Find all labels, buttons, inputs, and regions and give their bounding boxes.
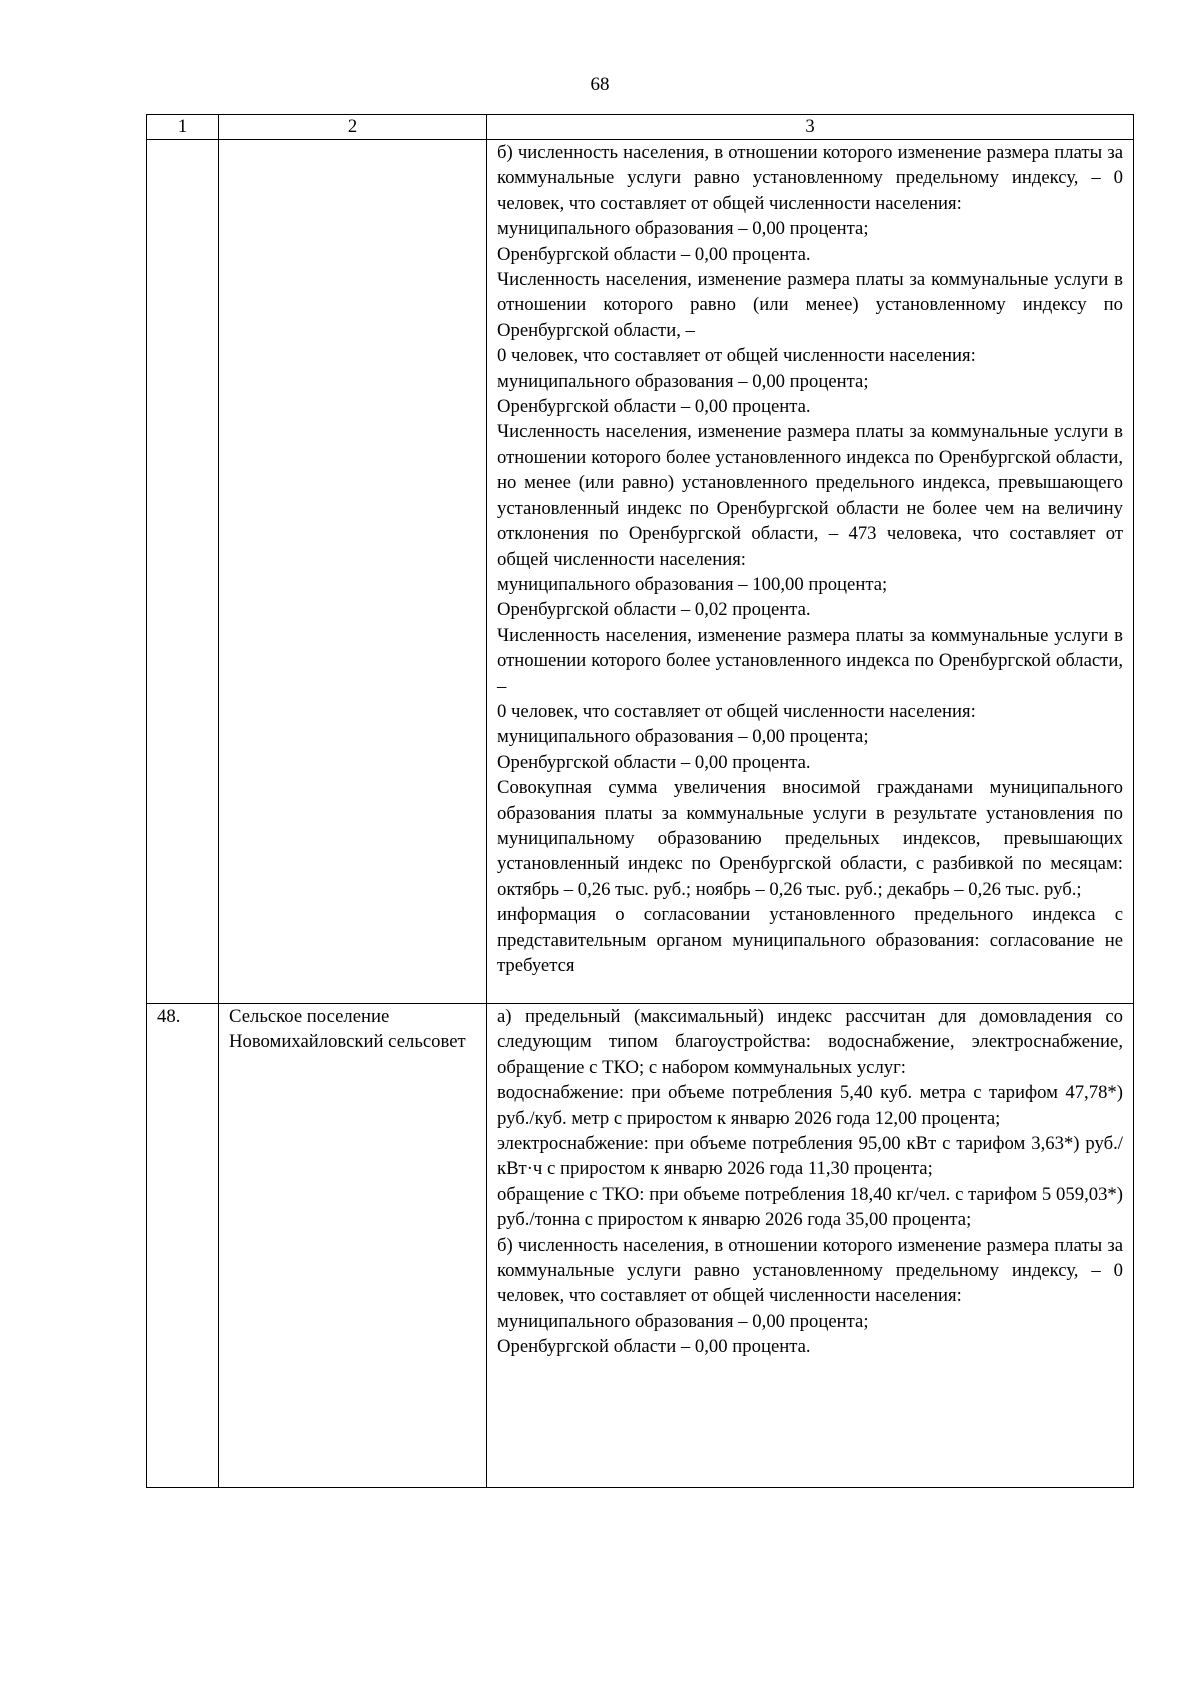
paragraph: 0 человек, что составляет от общей численности населения: (497, 345, 976, 367)
paragraph: а) предельный (максимальный) индекс рассчитан для домовладения со следующим типом благоустройства: водоснабжение, электроснабжение, обращение с ТКО; с набором коммунальных услуг: (497, 1006, 1123, 1078)
paragraph: Оренбургской области – 0,00 процента. (497, 751, 811, 773)
row-number: 48. (147, 1004, 219, 1488)
paragraph: муниципального образования – 0,00 процента; (497, 218, 869, 240)
table-row (147, 140, 1134, 1004)
page-number: 68 (590, 74, 610, 95)
row-number (147, 140, 219, 1004)
table-row (147, 1004, 1134, 1488)
municipality-name: Сельское поселение Новомихайловский сельсовет (219, 1004, 487, 1488)
paragraph: б) численность населения, в отношении которого изменение размера платы за коммунальные услуги равно установленному предельному индексу, – 0 человек, что составляет от общей численности населения: (497, 142, 1123, 214)
paragraph: Численность населения, изменение размера платы за коммунальные услуги в отношении которого равно (или менее) установленному индексу по Оренбургской области, – (497, 269, 1123, 341)
paragraph: муниципального образования – 0,00 процента; (497, 1310, 869, 1332)
table-header-row (147, 115, 1134, 140)
paragraph: 0 человек, что составляет от общей численности населения: (497, 700, 976, 722)
paragraph: Оренбургской области – 0,00 процента. (497, 243, 811, 265)
paragraph: б) численность населения, в отношении которого изменение размера платы за коммунальные услуги равно установленному предельному индексу, – 0 человек, что составляет от общей численности населения: (497, 1234, 1123, 1307)
row-description (487, 1004, 1134, 1488)
paragraph: муниципального образования – 0,00 процента; (497, 726, 869, 748)
column-header-1: 1 (147, 115, 219, 140)
paragraph: Численность населения, изменение размера платы за коммунальные услуги в отношении которого более установленного индекса по Оренбургской области, но менее (или равно) установленного предельного индекса, превышающего установленный индекс по Оренбургской области не более чем на величину отклонения по Оренбургской области, – 473 человека, что составляет от общей численности населения: (497, 421, 1123, 570)
paragraph: Оренбургской области – 0,02 процента. (497, 599, 811, 621)
index-table (146, 114, 1134, 1488)
paragraph: Совокупная сумма увеличения вносимой гражданами муниципального образования платы за коммунальные услуги в результате установления по муниципальному образованию предельных индексов, превышающих установленный индекс по Оренбургской области, с разбивкой по месяцам: октябрь – 0,26 тыс. руб.; ноябрь – 0,26 тыс. руб.; декабрь – 0,26 тыс. руб.; (497, 777, 1123, 900)
paragraph: электроснабжение: при объеме потребления 95,00 кВт с тарифом 3,63*) руб./кВт·ч с приростом к январю 2026 года 11,30 процента; (497, 1133, 1123, 1180)
paragraph: муниципального образования – 0,00 процента; (497, 370, 869, 392)
paragraph: муниципального образования – 100,00 процента; (497, 573, 888, 595)
paragraph: обращение с ТКО: при объеме потребления 18,40 кг/чел. с тарифом 5 059,03*) руб./тонна с приростом к январю 2026 года 35,00 процента; (497, 1183, 1123, 1231)
municipality-name (219, 140, 487, 1004)
row-description (487, 140, 1134, 1004)
paragraph: Оренбургской области – 0,00 процента. (497, 1336, 811, 1358)
column-header-3: 3 (487, 115, 1134, 140)
paragraph: Численность населения, изменение размера платы за коммунальные услуги в отношении которого более установленного индекса по Оренбургской области, – (497, 624, 1123, 697)
paragraph: информация о согласовании установленного предельного индекса с представительным органом муниципального образования: согласование не требуется (497, 904, 1123, 976)
paragraph: Оренбургской области – 0,00 процента. (497, 396, 811, 418)
column-header-2: 2 (219, 115, 487, 140)
paragraph: водоснабжение: при объеме потребления 5,40 куб. метра с тарифом 47,78*) руб./куб. метр с приростом к январю 2026 года 12,00 процента; (497, 1082, 1123, 1129)
